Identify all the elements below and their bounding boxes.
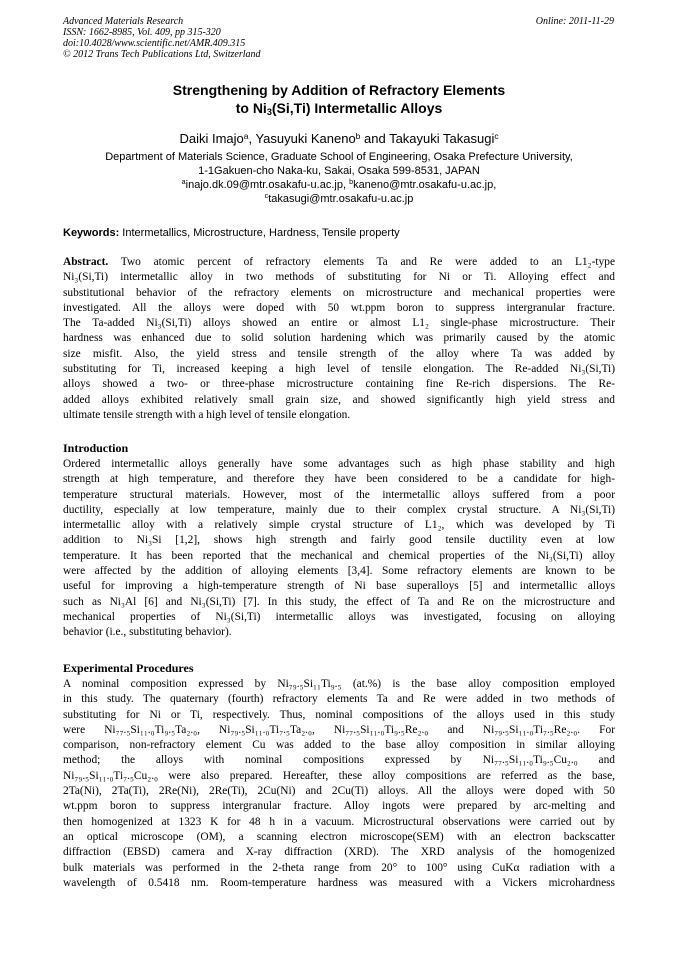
email-link[interactable]: kaneno@mtr.osakafu-u.ac.jp, <box>353 179 497 191</box>
email-link[interactable]: takasugi@mtr.osakafu-u.ac.jp <box>268 193 414 205</box>
body-line: strength at high temperature, and therefore they have been considered to be a candidate for high- <box>63 473 615 486</box>
abstract-line: hardness was enhanced due to solid solution hardening which was primarily caused by the atomic <box>63 332 615 345</box>
author-name: Daiki Imajo <box>179 131 244 146</box>
abstract-line: substitutional behavior of the refractory elements on microstructure and mechanical properties were <box>63 286 615 299</box>
body-line: bulk materials was performed in the 2-theta range from 20° to 100° using CuKα radiation with a <box>63 861 615 874</box>
keywords-label: Keywords: <box>63 227 120 239</box>
author-name: Takayuki Takasugi <box>389 131 495 146</box>
affiliation-line: Department of Materials Science, Graduate School of Engineering, Osaka Prefecture University, <box>105 151 573 163</box>
affiliation-line: 1-1Gakuen-cho Naka-ku, Sakai, Osaka 599-8531, JAPAN <box>198 165 480 177</box>
abstract-line: substituting for Ti, increased keeping a high level of tensile elongation. The Re-added Ni₃(Si,Ti) <box>63 363 615 376</box>
author-affil-mark: b <box>355 131 361 141</box>
body-line: then homogenized at 1323 K for 48 h in a vacuum. Microstructural observations were carried out by <box>63 815 615 828</box>
abstract-text: Two atomic percent of refractory elements Ta and Re were added to an L1₂-type <box>108 256 615 268</box>
author-separator: and <box>360 131 390 146</box>
body-line: mechanical properties of Ni₃(Si,Ti) intermetallic alloys was investigated, focusing on alloying <box>63 610 615 623</box>
title-line-1: Strengthening by Addition of Refractory Elements <box>172 82 506 98</box>
body-line: were affected by the addition of alloying elements [3,4]. Some refractory elements are known to be <box>63 565 615 578</box>
email-line <box>40 192 638 206</box>
introduction-heading: Introduction <box>63 441 129 455</box>
introduction-body <box>63 457 615 641</box>
keywords-text: Intermetallics, Microstructure, Hardness, Tensile property <box>119 227 400 239</box>
email-link[interactable]: inajo.dk.09@mtr.osakafu-u.ac.jp, <box>185 179 350 191</box>
email-mark: b <box>349 178 354 186</box>
body-line: Ni₇₉.₅Si₁₁.₀Ti₇.₅Cu₂.₀ were also prepared. Hereafter, these alloy compositions are referred as the base, <box>63 769 615 782</box>
abstract-line <box>63 255 615 270</box>
body-line: an optical microscope (OM), a scanning electron microscope(SEM) with an electron backscatter <box>63 830 615 843</box>
body-line: A nominal composition expressed by Ni₇₉.₅Si₁₁Ti₉.₅ (at.%) is the base alloy composition employed <box>63 678 615 690</box>
abstract-line: The Ta-added Ni₃(Si,Ti) alloys showed an entire or almost L1₂ single-phase microstructure. Their <box>63 317 615 330</box>
journal-name: Advanced Materials Research <box>63 16 184 27</box>
issn-line: ISSN: 1662-8985, Vol. 409, pp 315-320 <box>63 27 221 38</box>
title-text: (Si,Ti) Intermetallic Alloys <box>271 100 443 116</box>
abstract-line: investigated. All the alloys were doped with 50 wt.ppm boron to suppress intergranular fracture. <box>63 301 615 314</box>
journal-header <box>63 16 261 60</box>
body-line: useful for improving a high-temperature strength of Ni base superalloys [5] and intermetallic alloys <box>63 580 615 593</box>
body-line: substituting for Ni or Ti, respectively. Thus, nominal compositions of the alloys used in this study <box>63 708 615 721</box>
paper-title <box>60 81 618 117</box>
body-line: intermetallic alloy with a relatively simple crystal structure of L1₂, which was developed by Ti <box>63 519 615 532</box>
body-line: diffraction (EBSD) camera and X-ray diffraction (XRD). The XRD analysis of the homogenized <box>63 846 615 859</box>
body-line: such as Ni₃Al [6] and Ni₃(Si,Ti) [7]. In this study, the effect of Ta and Re on the microstructure and <box>63 595 615 608</box>
author-separator: , <box>248 131 256 146</box>
title-line-2 <box>60 99 618 117</box>
body-line: method; the alloys with nominal compositions expressed by Ni₇₇.₅Si₁₁.₀Ti₉.₅Cu₂.₀ and <box>63 754 615 767</box>
affiliation <box>40 150 638 206</box>
abstract <box>63 255 615 423</box>
email-mark: a <box>181 178 186 186</box>
email-mark: c <box>264 192 269 200</box>
author-affil-mark: a <box>243 131 249 141</box>
email-line <box>40 178 638 192</box>
title-subscript: 3 <box>266 107 272 117</box>
body-line: were Ni₇₇.₅Si₁₁.₀Ti₉.₅Ta₂.₀, Ni₇₉.₅Si₁₁.₀Ti₇.₅Ta₂.₀, Ni₇₇.₅Si₁₁.₀Ti₉.₅Re₂.₀ and Ni₇₉.₅Si₁₁.₀Ti₇.₅Re₂.₀. For <box>63 723 615 736</box>
body-line: behavior (i.e., substituting behavior). <box>63 626 232 639</box>
author-name: Yasuyuki Kaneno <box>255 131 356 146</box>
author-affil-mark: c <box>494 131 499 141</box>
body-line: wavelength of 0.5418 nm. Room-temperature hardness was measured with a Vickers microhardness <box>63 876 615 889</box>
body-line: in this study. The quaternary (fourth) refractory elements Ta and Re were added in two methods of <box>63 693 615 706</box>
abstract-line: added alloys exhibited relatively small grain size, and showed significantly high yield stress and <box>63 393 615 406</box>
abstract-line: alloys showed a two- or three-phase microstructure containing fine Re-rich dispersions. The Re- <box>63 378 615 391</box>
doi-line[interactable]: doi:10.4028/www.scientific.net/AMR.409.315 <box>63 38 246 49</box>
body-line: ductility, especially at low temperature, mainly due to their complex crystal structure. A Ni₃(Si,Ti) <box>63 503 615 516</box>
title-text: to Ni <box>235 100 267 116</box>
abstract-line: ultimate tensile strength with a high level of tensile elongation. <box>63 408 351 421</box>
copyright-line: © 2012 Trans Tech Publications Ltd, Switzerland <box>63 49 261 60</box>
body-line: Ordered intermetallic alloys generally have some advantages such as high phase stability and high <box>63 458 615 470</box>
body-line: comparison, non-refractory element Cu was added to the base alloy composition in similar alloying <box>63 739 615 752</box>
body-line: 2Ta(Ni), 2Ta(Ti), 2Re(Ni), 2Re(Ti), 2Cu(Ni) and 2Cu(Ti) alloys. All the alloys were doped with 50 <box>63 785 615 798</box>
abstract-label: Abstract. <box>63 256 109 268</box>
abstract-line: size misfit. Also, the yield stress and tensile strength of the alloy where Ta was added by <box>63 347 615 360</box>
body-line: temperature structural materials. However, most of the intermetallic alloys suffered from a poor <box>63 488 615 501</box>
experimental-heading: Experimental Procedures <box>63 661 194 675</box>
body-line: temperature. It has been reported that the mechanical and chemical properties of the Ni₃(Si,Ti) alloy <box>63 549 615 562</box>
body-line: addition to Ni₃Si [1,2], shows high strength and fairly good tensile ductility even at low <box>63 534 615 547</box>
online-date: Online: 2011-11-29 <box>535 16 614 27</box>
keywords <box>63 226 400 240</box>
body-line: wt.ppm boron to suppress intergranular fracture. Alloy ingots were prepared by arc-melting and <box>63 800 615 813</box>
author-list <box>60 131 618 147</box>
experimental-body <box>63 677 615 891</box>
abstract-line: Ni₃(Si,Ti) intermetallic alloy in two methods of substituting for Ni or Ti. Alloying effect and <box>63 271 615 284</box>
